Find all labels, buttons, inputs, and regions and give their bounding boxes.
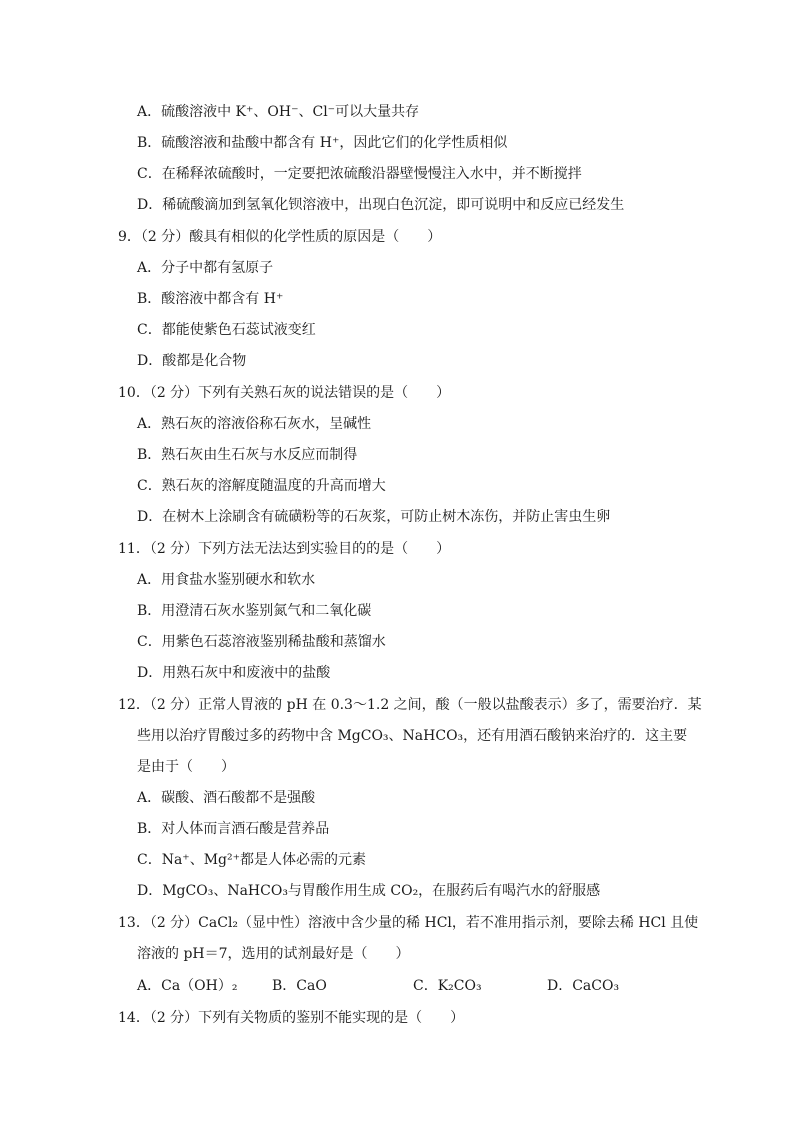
q13-option-a: A．Ca（OH）₂	[137, 978, 238, 994]
q13-option-d: D．CaCO₃	[547, 978, 620, 994]
q10-option-b: B．熟石灰由生石灰与水反应而制得	[137, 447, 358, 463]
q9-option-b: B．酸溶液中都含有 H⁺	[137, 291, 284, 307]
q12-option-c: C．Na⁺、Mg²⁺都是人体必需的元素	[137, 852, 366, 868]
q9-stem: 9．（2 分）酸具有相似的化学性质的原因是（ ）	[118, 229, 442, 245]
q9-option-c: C．都能使紫色石蕊试液变红	[137, 322, 316, 338]
q13-stem-line-2: 溶液的 pH＝7，选用的试剂最好是（ ）	[137, 946, 410, 962]
q12-option-b: B．对人体而言酒石酸是营养品	[137, 821, 330, 837]
q10-option-d: D．在树木上涂刷含有硫磺粉等的石灰浆，可防止树木冻伤，并防止害虫生卵	[137, 509, 611, 525]
q11-stem: 11．（2 分）下列方法无法达到实验目的的是（ ）	[118, 541, 451, 557]
q8-option-a: A．硫酸溶液中 K⁺、OH⁻、Cl⁻可以大量共存	[137, 104, 420, 120]
q11-option-d: D．用熟石灰中和废液中的盐酸	[137, 665, 331, 681]
q11-option-b: B．用澄清石灰水鉴别氮气和二氧化碳	[137, 603, 372, 619]
q11-option-a: A．用食盐水鉴别硬水和软水	[137, 572, 316, 588]
q10-option-a: A．熟石灰的溶液俗称石灰水，呈碱性	[137, 416, 372, 432]
q8-option-b: B．硫酸溶液和盐酸中都含有 H⁺，因此它们的化学性质相似	[137, 135, 508, 151]
q10-stem: 10．（2 分）下列有关熟石灰的说法错误的是（ ）	[118, 385, 451, 401]
q12-stem-line-1: 12．（2 分）正常人胃液的 pH 在 0.3～1.2 之间，酸（一般以盐酸表示）多了，需要治疗．某	[118, 697, 702, 713]
q13-stem-line-1: 13．（2 分）CaCl₂（显中性）溶液中含少量的稀 HCl，若不准用指示剂，要除去稀 HCl 且使	[118, 915, 699, 931]
q8-option-c: C．在稀释浓硫酸时，一定要把浓硫酸沿器壁慢慢注入水中，并不断搅拌	[137, 166, 582, 182]
q8-option-d: D．稀硫酸滴加到氢氧化钡溶液中，出现白色沉淀，即可说明中和反应已经发生	[137, 197, 625, 213]
q12-option-d: D．MgCO₃、NaHCO₃与胃酸作用生成 CO₂，在服药后有喝汽水的舒服感	[137, 883, 601, 899]
q12-option-a: A．碳酸、酒石酸都不是强酸	[137, 790, 316, 806]
q13-option-b: B．CaO	[272, 978, 327, 994]
q12-stem-line-2: 些用以治疗胃酸过多的药物中含 MgCO₃、NaHCO₃，还有用酒石酸钠来治疗的．这主要	[137, 728, 688, 744]
q11-option-c: C．用紫色石蕊溶液鉴别稀盐酸和蒸馏水	[137, 634, 386, 650]
q10-option-c: C．熟石灰的溶解度随温度的升高而增大	[137, 478, 386, 494]
q9-option-d: D．酸都是化合物	[137, 353, 247, 369]
q9-option-a: A．分子中都有氢原子	[137, 260, 274, 276]
q13-option-c: C．K₂CO₃	[413, 978, 482, 994]
q12-stem-line-3: 是由于（ ）	[137, 759, 235, 775]
q14-stem: 14．（2 分）下列有关物质的鉴别不能实现的是（ ）	[118, 1010, 465, 1026]
